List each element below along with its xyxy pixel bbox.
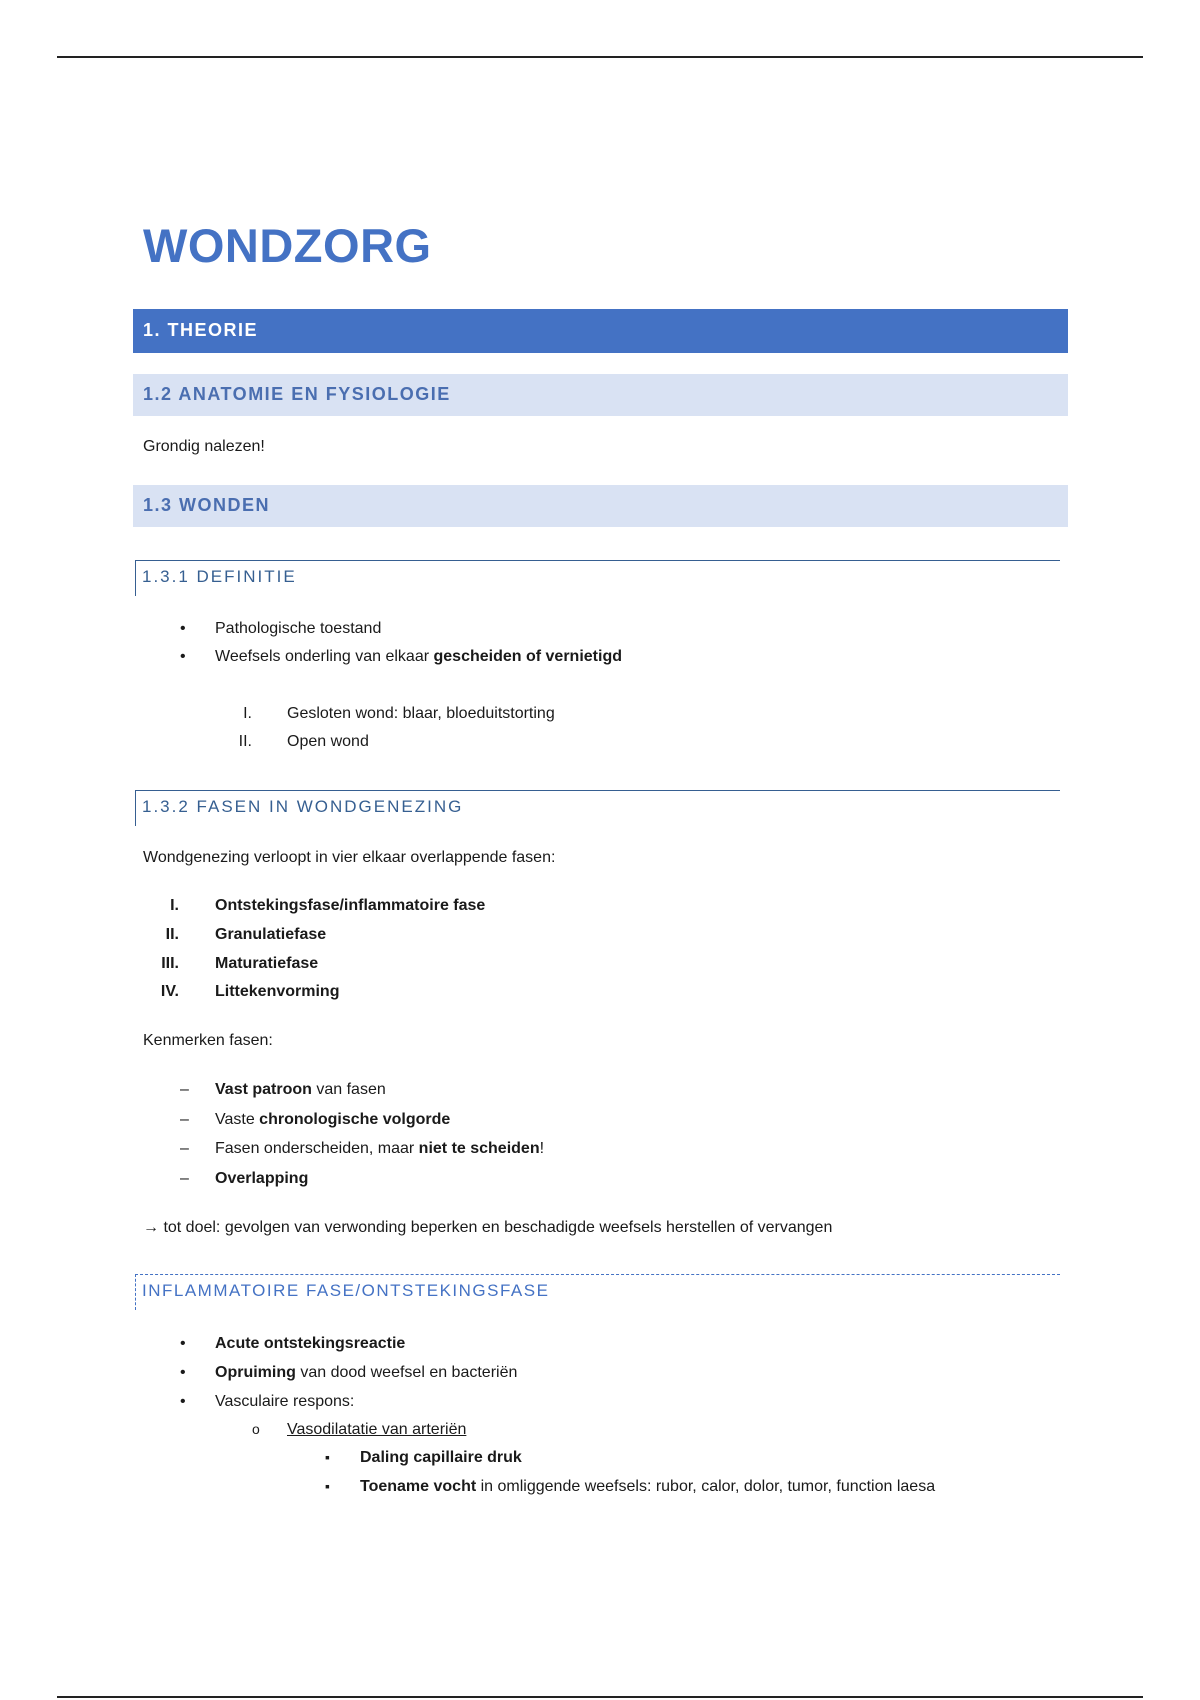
- bullet-marker: •: [180, 1364, 186, 1381]
- heading-wonden: 1.3 WONDEN: [133, 485, 1068, 527]
- dash-marker: –: [180, 1081, 189, 1098]
- fasen-intro: Wondgenezing verloopt in vier elkaar overlappende fasen:: [143, 849, 556, 866]
- heading-theorie: 1. THEORIE: [133, 309, 1068, 353]
- dash-marker: –: [180, 1111, 189, 1128]
- inflammatoire-subsub-1: Daling capillaire druk: [360, 1449, 522, 1466]
- kenmerk-3: Fasen onderscheiden, maar niet te scheiden!: [215, 1140, 545, 1157]
- inflammatoire-bullet-3: Vasculaire respons:: [215, 1393, 355, 1410]
- roman-numeral: I.: [243, 705, 252, 722]
- square-marker: ▪: [325, 1449, 330, 1465]
- bullet-marker: •: [180, 1393, 186, 1410]
- bullet-marker: •: [180, 620, 186, 637]
- fase-item-2: Granulatiefase: [215, 926, 327, 943]
- bullet-marker: •: [180, 1335, 186, 1352]
- inflammatoire-bullet-2: Opruiming van dood weefsel en bacteriën: [215, 1364, 518, 1381]
- inflammatoire-subsub-2: Toename vocht in omliggende weefsels: rubor, calor, dolor, tumor, function laesa: [360, 1478, 936, 1495]
- fase-item-4: Littekenvorming: [215, 983, 340, 1000]
- square-marker: ▪: [325, 1478, 330, 1494]
- heading-inflammatoire: INFLAMMATOIRE FASE/ONTSTEKINGSFASE: [135, 1274, 1060, 1310]
- roman-numeral: IV.: [160, 983, 179, 1000]
- definitie-item-1: Gesloten wond: blaar, bloeduitstorting: [287, 705, 555, 722]
- document-title: WONDZORG: [143, 219, 432, 272]
- definitie-item-2: Open wond: [287, 733, 369, 750]
- kenmerk-2: Vaste chronologische volgorde: [215, 1111, 451, 1128]
- page-top-rule: [57, 56, 1143, 58]
- kenmerk-4: Overlapping: [215, 1170, 309, 1187]
- fase-item-1: Ontstekingsfase/inflammatoire fase: [215, 897, 486, 914]
- definitie-bullet-1: Pathologische toestand: [215, 620, 382, 637]
- heading-anatomie: 1.2 ANATOMIE EN FYSIOLOGIE: [133, 374, 1068, 416]
- bullet-marker: •: [180, 648, 186, 665]
- roman-numeral: II.: [238, 733, 252, 750]
- dash-marker: –: [180, 1140, 189, 1157]
- anatomie-text: Grondig nalezen!: [143, 438, 265, 455]
- heading-definitie: 1.3.1 DEFINITIE: [135, 560, 1060, 596]
- definitie-bullet-2: Weefsels onderling van elkaar gescheiden of vernietigd: [215, 648, 622, 665]
- kenmerk-1: Vast patroon van fasen: [215, 1081, 386, 1098]
- inflammatoire-bullet-1: Acute ontstekingsreactie: [215, 1335, 406, 1352]
- page-bottom-rule: [57, 1696, 1143, 1698]
- circle-marker: o: [252, 1421, 260, 1437]
- roman-numeral: I.: [170, 897, 179, 914]
- fase-item-3: Maturatiefase: [215, 955, 319, 972]
- kenmerken-intro: Kenmerken fasen:: [143, 1032, 273, 1049]
- heading-fasen: 1.3.2 FASEN IN WONDGENEZING: [135, 790, 1060, 826]
- doel-text: → tot doel: gevolgen van verwonding beperken en beschadigde weefsels herstellen of vervangen: [143, 1219, 833, 1236]
- roman-numeral: II.: [165, 926, 179, 943]
- dash-marker: –: [180, 1170, 189, 1187]
- roman-numeral: III.: [161, 955, 179, 972]
- inflammatoire-sub-1: Vasodilatatie van arteriën: [287, 1421, 467, 1438]
